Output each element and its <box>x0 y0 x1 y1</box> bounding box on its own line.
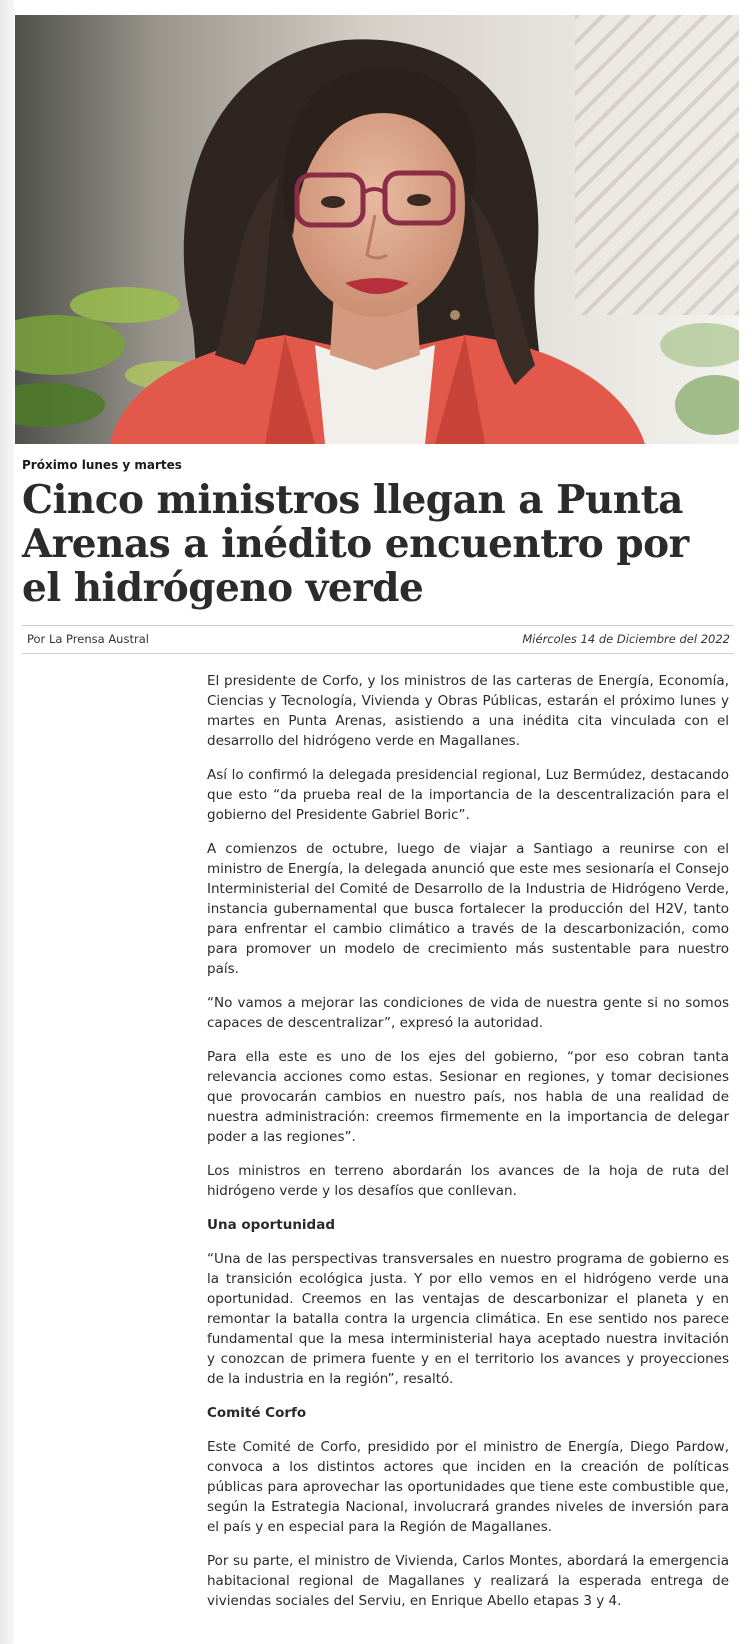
article-paragraph: Este Comité de Corfo, presidido por el ministro de Energía, Diego Pardow, convoca a los distintos actores que inciden en la creación de políticas públicas para aprovechar las oportunidades que tiene este combustible que, según la Estrategia Nacional, involucrará grandes niveles de inversión para el país y en especial para la Región de Magallanes. <box>207 1439 729 1535</box>
article-paragraph: “Una de las perspectivas transversales en nuestro programa de gobierno es la transición ecológica justa. Y por ello vemos en el hidrógeno verde una oportunidad. Creemos en las ventajas de descarbonizar el planeta y en remontar la batalla contra la urgencia climática. En ese sentido nos parece fundamental que la mesa interministerial haya aceptado nuestra invitación y conozcan de primera fuente y en el territorio los avances y proyecciones de la industria en la región”, resaltó. <box>207 1251 729 1387</box>
article-paragraph: A comienzos de octubre, luego de viajar a Santiago a reunirse con el ministro de Energía, la delegada anunció que este mes sesionaría el Consejo Interministerial del Comité de Desarrollo de la Industria de Hidrógeno Verde, instancia gubernamental que busca fortalecer la producción del H2V, tanto para enfrentar el cambio climático a través de la descarbonización, como para promover un modelo de crecimiento más sustentable para nuestro país. <box>207 841 729 977</box>
article-paragraph: Así lo confirmó la delegada presidencial regional, Luz Bermúdez, destacando que esto “da prueba real de la importancia de la descentralización para el gobierno del Presidente Gabriel Boric”. <box>207 767 729 823</box>
article-photo <box>15 15 739 444</box>
article-paragraph: Los ministros en terreno abordarán los avances de la hoja de ruta del hidrógeno verde y los desafíos que conllevan. <box>207 1163 729 1199</box>
article-paragraph: El presidente de Corfo, y los ministros de las carteras de Energía, Economía, Ciencias y Tecnología, Vivienda y Obras Públicas, estarán el próximo lunes y martes en Punta Arenas, asistiendo a una inédita cita vinculada con el desarrollo del hidrógeno verde en Magallanes. <box>207 673 729 749</box>
article-headline: Cinco ministros llegan a Punta Arenas a inédito encuentro por el hidrógeno verde <box>22 477 689 611</box>
article-byline: Por La Prensa Austral <box>27 632 149 646</box>
page-edge <box>0 0 14 1644</box>
article-paragraph: Para ella este es uno de los ejes del gobierno, “por eso cobran tanta relevancia acciones como estas. Sesionar en regiones, y tomar decisiones que provocarán cambios en nuestro país, nos habla de una realidad de nuestra administración: creemos firmemente en la importancia de delegar poder a las regiones”. <box>207 1049 729 1145</box>
article-subheading: Comité Corfo <box>207 1405 307 1421</box>
article-meta-bar <box>22 625 734 654</box>
article-kicker: Próximo lunes y martes <box>22 458 182 472</box>
portrait-illustration <box>15 15 739 444</box>
article-subheading: Una oportunidad <box>207 1217 335 1233</box>
article-body <box>207 671 729 1625</box>
article-date: Miércoles 14 de Diciembre del 2022 <box>522 632 730 646</box>
article-paragraph: “No vamos a mejorar las condiciones de vida de nuestra gente si no somos capaces de descentralizar”, expresó la autoridad. <box>207 995 729 1031</box>
article-paragraph: Por su parte, el ministro de Vivienda, Carlos Montes, abordará la emergencia habitacional regional de Magallanes y realizará la esperada entrega de viviendas sociales del Serviu, en Enrique Abello etapas 3 y 4. <box>207 1553 729 1609</box>
